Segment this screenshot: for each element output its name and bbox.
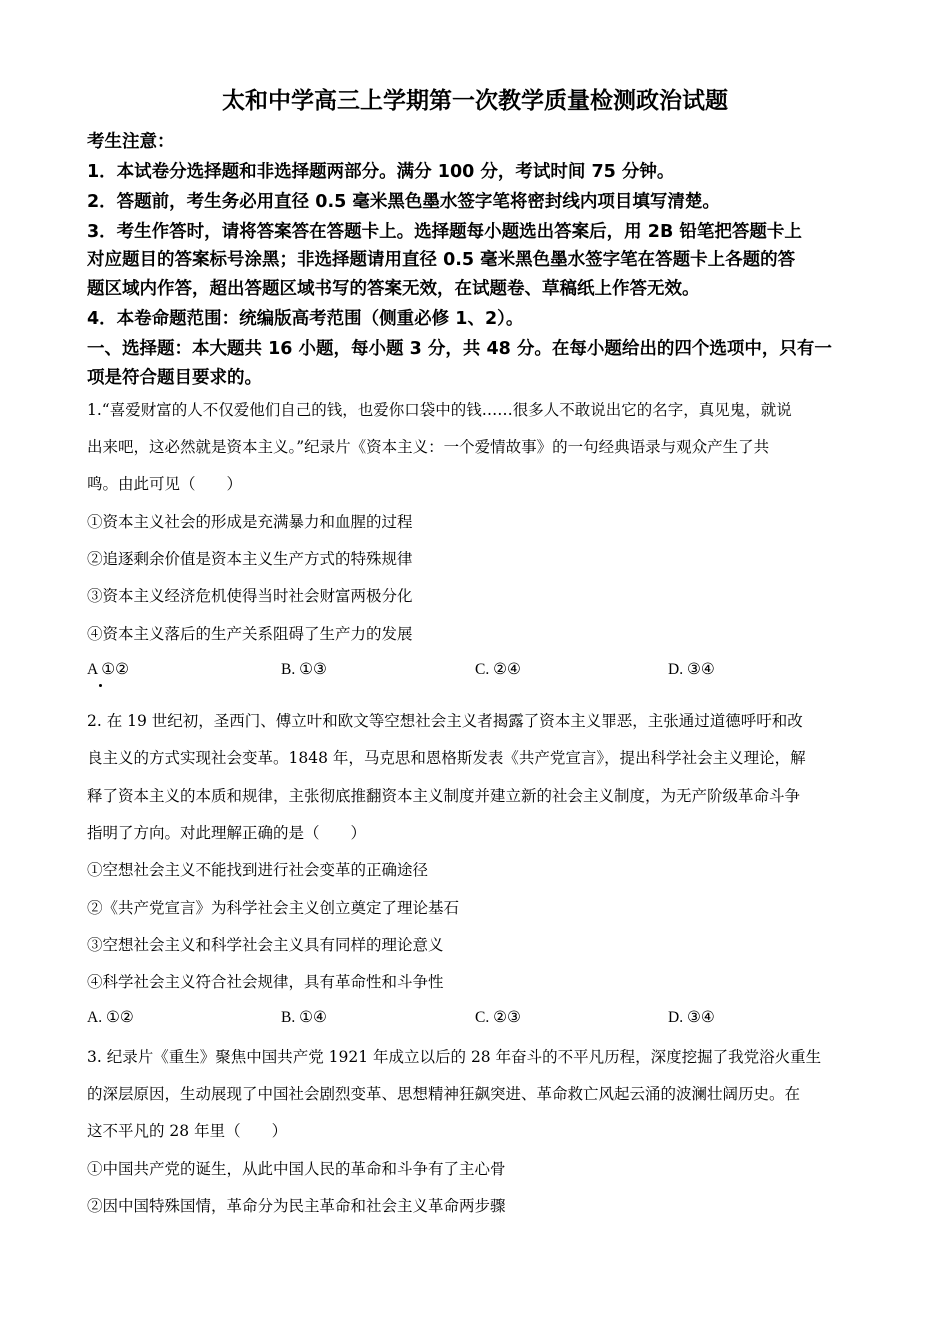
q2-item-4: ④科学社会主义符合社会规律，具有革命性和斗争性 xyxy=(87,973,444,991)
q2-stem-line-4: 指明了方向。对此理解正确的是（ ） xyxy=(87,824,367,842)
q2-item-1: ①空想社会主义不能找到进行社会变革的正确途径 xyxy=(87,861,429,879)
q2-stem-line-3: 释了资本主义的本质和规律，主张彻底推翻资本主义制度并建立新的社会主义制度，为无产阶级革命斗争 xyxy=(87,787,801,805)
q2-option-c: C. ②③ xyxy=(475,1009,521,1026)
q2-stem-line-1: 2. 在 19 世纪初，圣西门、傅立叶和欧文等空想社会主义者揭露了资本主义罪恶，主张通过道德呼吁和改 xyxy=(87,712,803,730)
option-dot-mark xyxy=(99,684,102,687)
notice-item-3-cont-1: 对应题目的答案标号涂黑；非选择题请用直径 0.5 毫米黑色墨水签字笔在答题卡上各题的答 xyxy=(87,250,796,270)
q3-stem-line-3: 这不平凡的 28 年里（ ） xyxy=(87,1122,288,1140)
q2-stem-line-2: 良主义的方式实现社会变革。1848 年，马克思和恩格斯发表《共产党宣言》，提出科学社会主义理论，解 xyxy=(87,749,806,767)
q1-item-1: ①资本主义社会的形成是充满暴力和血腥的过程 xyxy=(87,513,413,531)
notice-item-1: 1．本试卷分选择题和非选择题两部分。满分 100 分，考试时间 75 分钟。 xyxy=(87,162,675,182)
q2-item-3: ③空想社会主义和科学社会主义具有同样的理论意义 xyxy=(87,936,444,954)
notice-item-2: 2．答题前，考生务必用直径 0.5 毫米黑色墨水签字笔将密封线内项目填写清楚。 xyxy=(87,192,720,212)
q1-stem-line-2: 出来吧，这必然就是资本主义。”纪录片《资本主义：一个爱情故事》的一句经典语录与观众产生了共 xyxy=(87,438,770,456)
page-title: 太和中学高三上学期第一次教学质量检测政治试题 xyxy=(222,87,728,114)
q1-stem-line-3: 鸣。由此可见（ ） xyxy=(87,475,243,493)
q2-option-b: B. ①④ xyxy=(281,1009,327,1026)
q2-item-2: ②《共产党宣言》为科学社会主义创立奠定了理论基石 xyxy=(87,899,460,917)
notice-heading: 考生注意： xyxy=(87,132,175,152)
section-heading-cont: 项是符合题目要求的。 xyxy=(87,368,262,388)
q1-item-2: ②追逐剩余价值是资本主义生产方式的特殊规律 xyxy=(87,550,413,568)
notice-item-4: 4．本卷命题范围：统编版高考范围（侧重必修 1、2）。 xyxy=(87,309,524,329)
q1-stem-line-1: 1.“喜爱财富的人不仅爱他们自己的钱，也爱你口袋中的钱……很多人不敢说出它的名字，真见鬼，就说 xyxy=(87,401,792,419)
q2-option-d: D. ③④ xyxy=(668,1009,715,1026)
section-heading: 一、选择题：本大题共 16 小题，每小题 3 分，共 48 分。在每小题给出的四个选项中，只有一 xyxy=(87,339,832,359)
q3-stem-line-1: 3. 纪录片《重生》聚焦中国共产党 1921 年成立以后的 28 年奋斗的不平凡历程，深度挖掘了我党浴火重生 xyxy=(87,1048,822,1066)
q1-option-b: B. ①③ xyxy=(281,661,327,678)
q1-option-d: D. ③④ xyxy=(668,661,715,678)
q1-option-c: C. ②④ xyxy=(475,661,521,678)
q1-item-4: ④资本主义落后的生产关系阻碍了生产力的发展 xyxy=(87,625,413,643)
q1-item-3: ③资本主义经济危机使得当时社会财富两极分化 xyxy=(87,587,413,605)
q2-option-a: A. ①② xyxy=(87,1009,134,1026)
q3-item-2: ②因中国特殊国情，革命分为民主革命和社会主义革命两步骤 xyxy=(87,1197,506,1215)
q3-stem-line-2: 的深层原因，生动展现了中国社会剧烈变革、思想精神狂飙突进、革命救亡风起云涌的波澜壮阔历史。在 xyxy=(87,1085,801,1103)
q1-option-a: A ①② xyxy=(87,661,130,678)
notice-item-3: 3．考生作答时，请将答案答在答题卡上。选择题每小题选出答案后，用 2B 铅笔把答题卡上 xyxy=(87,222,802,242)
q3-item-1: ①中国共产党的诞生，从此中国人民的革命和斗争有了主心骨 xyxy=(87,1160,506,1178)
notice-item-3-cont-2: 题区域内作答，超出答题区域书写的答案无效，在试题卷、草稿纸上作答无效。 xyxy=(87,279,700,299)
